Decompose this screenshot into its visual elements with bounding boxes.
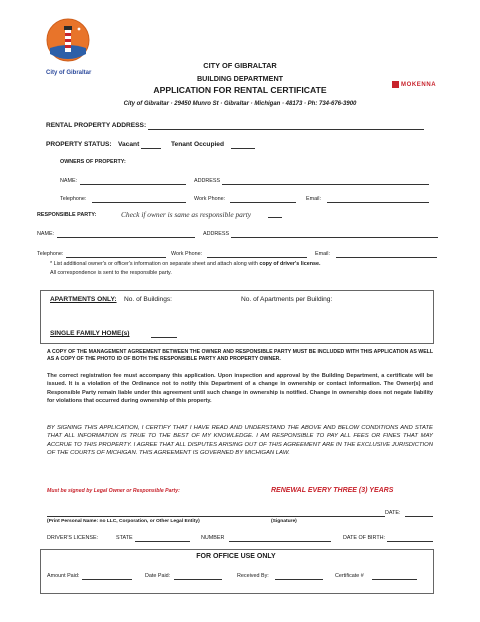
apartments-per-building-label: No. of Apartments per Building: <box>241 296 333 303</box>
renewal-notice: RENEWAL EVERY THREE (3) YEARS <box>271 487 394 494</box>
logo-caption: City of Gibraltar <box>46 70 92 76</box>
owner-name-field[interactable] <box>80 184 186 185</box>
date-field[interactable] <box>405 516 433 517</box>
same-as-owner-text: Check if owner is same as responsible party <box>121 210 252 219</box>
responsible-address-label: ADDRESS <box>203 231 230 237</box>
signature-line[interactable] <box>47 516 385 517</box>
owner-name-label: NAME: <box>60 178 78 184</box>
page-title: APPLICATION FOR RENTAL CERTIFICATE <box>153 85 327 95</box>
responsible-work-phone-label: Work Phone: <box>171 251 203 257</box>
owner-telephone-label: Telephone: <box>60 196 87 202</box>
property-status-label: PROPERTY STATUS: <box>46 141 112 148</box>
dob-field[interactable] <box>387 541 433 542</box>
state-field[interactable] <box>135 541 190 542</box>
owner-email-label: Email: <box>306 196 321 202</box>
responsible-address-field[interactable] <box>231 237 438 238</box>
responsible-telephone-field[interactable] <box>66 257 166 258</box>
amount-paid-label: Amount Paid: <box>47 573 80 579</box>
vacant-label: Vacant <box>118 141 140 148</box>
lighthouse-icon <box>46 18 90 64</box>
header-address: City of Gibraltar · 29450 Munro St · Gibraltar · Michigan · 48173 · Ph: 734-676-3900 <box>123 101 357 107</box>
state-label: STATE <box>116 535 133 541</box>
date-paid-label: Date Paid: <box>145 573 171 579</box>
number-field[interactable] <box>229 541 331 542</box>
rental-address-field[interactable] <box>148 129 424 130</box>
header-city: CITY OF GIBRALTAR <box>203 61 277 70</box>
owner-work-phone-label: Work Phone: <box>194 196 226 202</box>
owner-email-field[interactable] <box>327 202 429 203</box>
certification-text: BY SIGNING THIS APPLICATION, I CERTIFY THAT I HAVE READ AND UNDERSTAND THE ABOVE AND BELOW CONDITIONS AND STATE THAT ALL INFORMATION IS TRUE TO THE BEST OF MY KNOWLEDGE. I AM RESPONSIBLE TO PAY ALL FEES OR FINES THAT MAY ACCRUE TO THIS PROPERTY. I AGREE THAT ALL DISPUTES ARISING OUT OF THIS AGREEMENT ARE IN THE EXCLUSIVE JURISDICTION OF THE COURTS OF MICHIGAN. THIS AGREEMENT IS GOVERNED BY MICHIGAN LAW. <box>47 425 433 456</box>
registration-fee-notice: The correct registration fee must accompany this application. Upon inspection and approval by the Building Department, a certificate will be issued. It is a violation of the Ordinance not to notify this Department of a change in ownership or contact information. The Owner(s) and Responsible Party remain liable under this agreement until such change in ownership is notified. Change in ownership does not negate liability for violations that occurred during ownership of this property. <box>47 373 433 404</box>
management-agreement-notice: A COPY OF THE MANAGEMENT AGREEMENT BETWEEN THE OWNER AND RESPONSIBLE PARTY MUST BE INCLUDED WITH THIS APPLICATION AS WELL AS A COPY OF THE PHOTO ID OF BOTH THE RESPONSIBLE PARTY AND PROPERTY OWNER. <box>47 349 433 363</box>
additional-owner-note <box>50 261 321 267</box>
signature-caption: (Signature) <box>271 519 297 524</box>
date-paid-field[interactable] <box>174 579 222 580</box>
owner-address-label: ADDRESS <box>194 178 221 184</box>
city-logo <box>46 18 90 64</box>
responsible-label: RESPONSIBLE PARTY: <box>37 212 97 218</box>
owner-address-field[interactable] <box>222 184 429 185</box>
date-label: DATE: <box>385 510 401 516</box>
amount-paid-field[interactable] <box>82 579 132 580</box>
responsible-name-field[interactable] <box>57 237 195 238</box>
responsible-email-label: Email: <box>315 251 330 257</box>
owner-telephone-field[interactable] <box>92 202 186 203</box>
certificate-field[interactable] <box>372 579 417 580</box>
tenant-checkbox-line[interactable] <box>231 148 255 149</box>
dob-label: DATE OF BIRTH: <box>343 535 386 541</box>
responsible-work-phone-field[interactable] <box>207 257 307 258</box>
print-name-label: (Print Personal Name: no LLC, Corporation, or Other Legal Entity) <box>47 519 200 524</box>
partner-logo-text: MOKENNA <box>401 81 437 88</box>
responsible-telephone-label: Telephone: <box>37 251 64 257</box>
same-as-owner-checkbox-line[interactable] <box>268 217 282 218</box>
rental-address-label: RENTAL PROPERTY ADDRESS: <box>46 122 147 129</box>
buildings-label: No. of Buildings: <box>124 296 173 303</box>
office-heading: FOR OFFICE USE ONLY <box>196 553 276 560</box>
single-family-label: SINGLE FAMILY HOME(s) <box>50 330 130 337</box>
certificate-label: Certificate # <box>335 573 364 579</box>
owners-heading: OWNERS OF PROPERTY: <box>60 159 126 165</box>
vacant-checkbox-line[interactable] <box>141 148 161 149</box>
owner-work-phone-field[interactable] <box>230 202 296 203</box>
must-sign-note: Must be signed by Legal Owner or Responsible Party: <box>47 488 180 494</box>
number-label: NUMBER <box>201 535 225 541</box>
additional-owner-note-text: * List additional owner's or officer's information on separate sheet and attach along with <box>50 261 260 267</box>
received-by-field[interactable] <box>275 579 323 580</box>
drivers-license-label: DRIVER'S LICENSE: <box>47 535 99 541</box>
tenant-label: Tenant Occupied <box>171 141 225 148</box>
apartments-label: APARTMENTS ONLY: <box>50 296 117 303</box>
single-family-field[interactable] <box>151 337 177 338</box>
responsible-name-label: NAME: <box>37 231 55 237</box>
header-department: BUILDING DEPARTMENT <box>196 74 284 83</box>
correspondence-note: All correspondence is sent to the responsible party. <box>50 270 172 276</box>
drivers-license-copy-note: copy of driver's license. <box>259 261 321 267</box>
received-by-label: Received By: <box>237 573 269 579</box>
responsible-email-field[interactable] <box>336 257 437 258</box>
